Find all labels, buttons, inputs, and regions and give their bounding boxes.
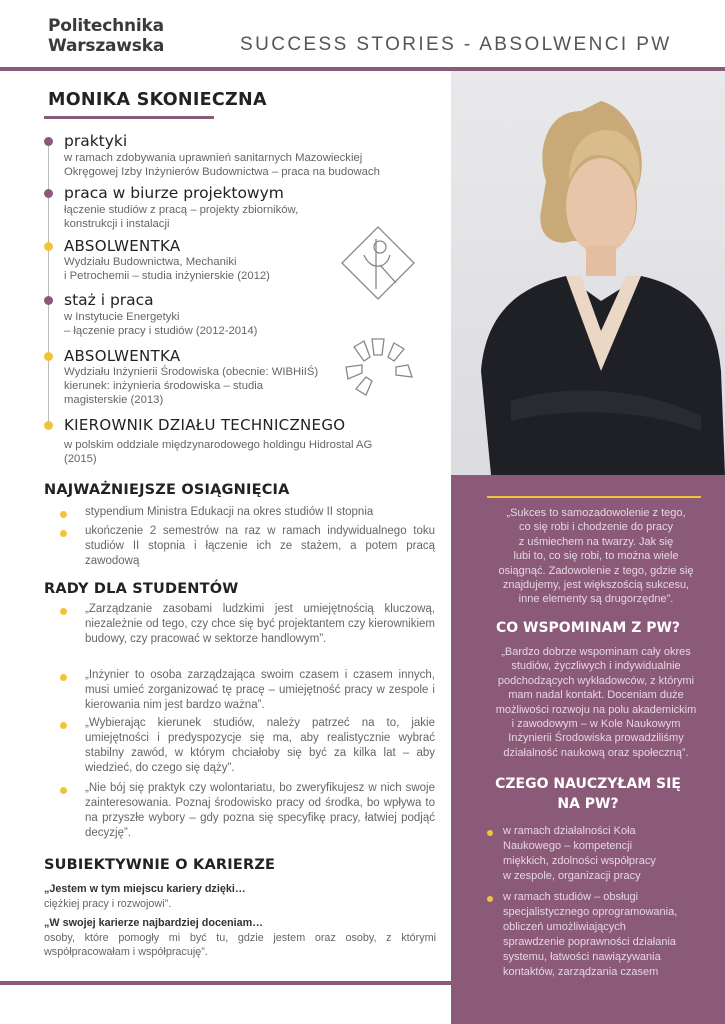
footer-divider — [0, 981, 451, 985]
bullet-dot — [487, 896, 493, 902]
career-quote-1-head: „Jestem w tym miejscu kariery dzięki… — [44, 883, 246, 895]
career-quote-2-head: „W swojej karierze najbardziej doceniam… — [44, 917, 264, 929]
portrait-illustration — [451, 71, 725, 475]
success-quote: „Sukces to samozadowolenie z tego, co się robi i chodzenie do pracy z uśmiechem na twarzy. Jak się lubi to, co się robi, to można wiele osiągnąć. Zadowolenie z tego, gdzie się znajdujemy, jest większością sukcesu, inne elementy są drugorzędne”. — [498, 507, 694, 606]
learned-item-text: w ramach studiów – obsługi specjalistycznego oprogramowania, obliczeń umożliwiających sprawdzenie poprawności działania systemu, łatwości nawiązywania kontaktów, zarządzania czasem — [503, 891, 678, 978]
career-quote-1-body: ciężkiej pracy i rozwojowi”. — [44, 897, 172, 910]
bullet-dot — [487, 830, 493, 836]
bullet-dot — [60, 722, 67, 729]
timeline-desc: łączenie studiów z pracą – projekty zbiorników, konstrukcji i instalacji — [64, 204, 299, 230]
advice-text: „Nie bój się praktyk czy wolontariatu, bo zweryfikujesz w nich swoje zainteresowania. Poznaj środowisko pracy od środka, bo wpływa to na przyszłe wybory – gdy pozna się specyfikę pracy, łatwiej podjąć decyzję”. — [85, 782, 435, 839]
timeline-title: praca w biurze projektowym — [64, 184, 284, 202]
bullet-dot — [60, 511, 67, 518]
quote-divider — [487, 496, 701, 498]
timeline-desc: w Instytucie Energetyki – łączenie pracy i studiów (2012-2014) — [64, 311, 258, 337]
timeline-title: staż i praca — [64, 291, 154, 309]
advice-title: RADY DLA STUDENTÓW — [44, 581, 239, 597]
faculty-emblem-icon — [342, 335, 420, 397]
advice-text: „Wybierając kierunek studiów, należy patrzeć na to, jakie umiejętności i predyspozycje się ma, aby realistycznie wybrać stabilny zawód, w którym chciałoby się być za kilka lat – aby wiedzieć, do czego się dąży”. — [85, 717, 435, 774]
logo-line-2: Warszawska — [48, 36, 165, 56]
learned-item-text: w ramach działalności Koła Naukowego – kompetencji miękkich, zdolności współpracy w zespole, organizacji pracy — [503, 825, 656, 882]
achievement-text: stypendium Ministra Edukacji na okres studiów II stopnia — [85, 506, 374, 518]
profile-name: MONIKA SKONIECZNA — [48, 90, 267, 110]
logo-line-1: Politechnika — [48, 16, 164, 36]
advice-text: „Zarządzanie zasobami ludzkimi jest umiejętnością kluczową, niezależnie od tego, czy chce się być projektantem czy kierownikiem budowy, czy pracować w sektorze handlowym”. — [85, 603, 435, 645]
career-title: SUBIEKTYWNIE O KARIERZE — [44, 857, 276, 873]
timeline-desc: w ramach zdobywania uprawnień sanitarnych Mazowieckiej Okręgowej Izby Inżynierów Budownictwa – praca na budowach — [64, 152, 380, 178]
timeline-title: praktyki — [64, 132, 128, 150]
bullet-dot — [60, 608, 67, 615]
bullet-dot — [60, 787, 67, 794]
portrait-photo — [451, 71, 725, 475]
header-title: SUCCESS STORIES - ABSOLWENCI PW — [240, 34, 672, 55]
faculty-emblem-icon — [340, 225, 416, 301]
timeline-dot — [44, 242, 53, 251]
timeline-dot — [44, 189, 53, 198]
advice-text: „Inżynier to osoba zarządzająca swoim czasem i czasem innych, musi umieć zorganizować tę pracę – umiejętność pracy w zespole i kierowania nim jest bardzo ważna”. — [85, 669, 435, 711]
memories-title: CO WSPOMINAM Z PW? — [495, 620, 681, 636]
bullet-dot — [60, 674, 67, 681]
learned-title: CZEGO NAUCZYŁAM SIĘ NA PW? — [495, 776, 681, 812]
achievements-title: NAJWAŻNIEJSZE OSIĄGNIĘCIA — [44, 482, 290, 498]
career-quote-2-body: osoby, które pomogły mi być tu, gdzie jestem oraz osoby, z którymi współpracowałam i współpracuję”. — [44, 931, 436, 958]
name-underline — [44, 116, 214, 119]
timeline-dot — [44, 352, 53, 361]
career-quotes — [44, 882, 436, 960]
timeline-desc: Wydziału Budownictwa, Mechaniki i Petrochemii – studia inżynierskie (2012) — [64, 256, 270, 282]
timeline-dot — [44, 296, 53, 305]
timeline-dot — [44, 421, 53, 430]
timeline-desc: w polskim oddziale międzynarodowego holdingu Hidrostal AG (2015) — [64, 439, 373, 465]
bullet-dot — [60, 530, 67, 537]
memories-text: „Bardzo dobrze wspominam cały okres studiów, życzliwych i indywidualnie podchodzących wykładowców, z którymi mam nadal kontakt. Doceniam duże możliwości rozwoju na polu akademickim i zawodowym – w Kole Naukowym Inżynierii Środowiska prowadziliśmy działalność naukową oraz społeczną”. — [495, 646, 697, 759]
timeline-title: KIEROWNIK DZIAŁU TECHNICZNEGO — [64, 416, 346, 434]
university-logo — [48, 16, 164, 56]
timeline-desc: Wydziału Inżynierii Środowiska (obecnie: WIBHiIŚ) kierunek: inżynieria środowiska – studia magisterskie (2013) — [64, 366, 319, 406]
achievement-text: ukończenie 2 semestrów na raz w ramach indywidualnego toku studiów II stopnia i łączenie ich ze stażem, a potem pracą zawodową — [85, 525, 435, 567]
timeline-title: ABSOLWENTKA — [64, 347, 181, 365]
timeline-dot — [44, 137, 53, 146]
timeline-title: ABSOLWENTKA — [64, 237, 181, 255]
